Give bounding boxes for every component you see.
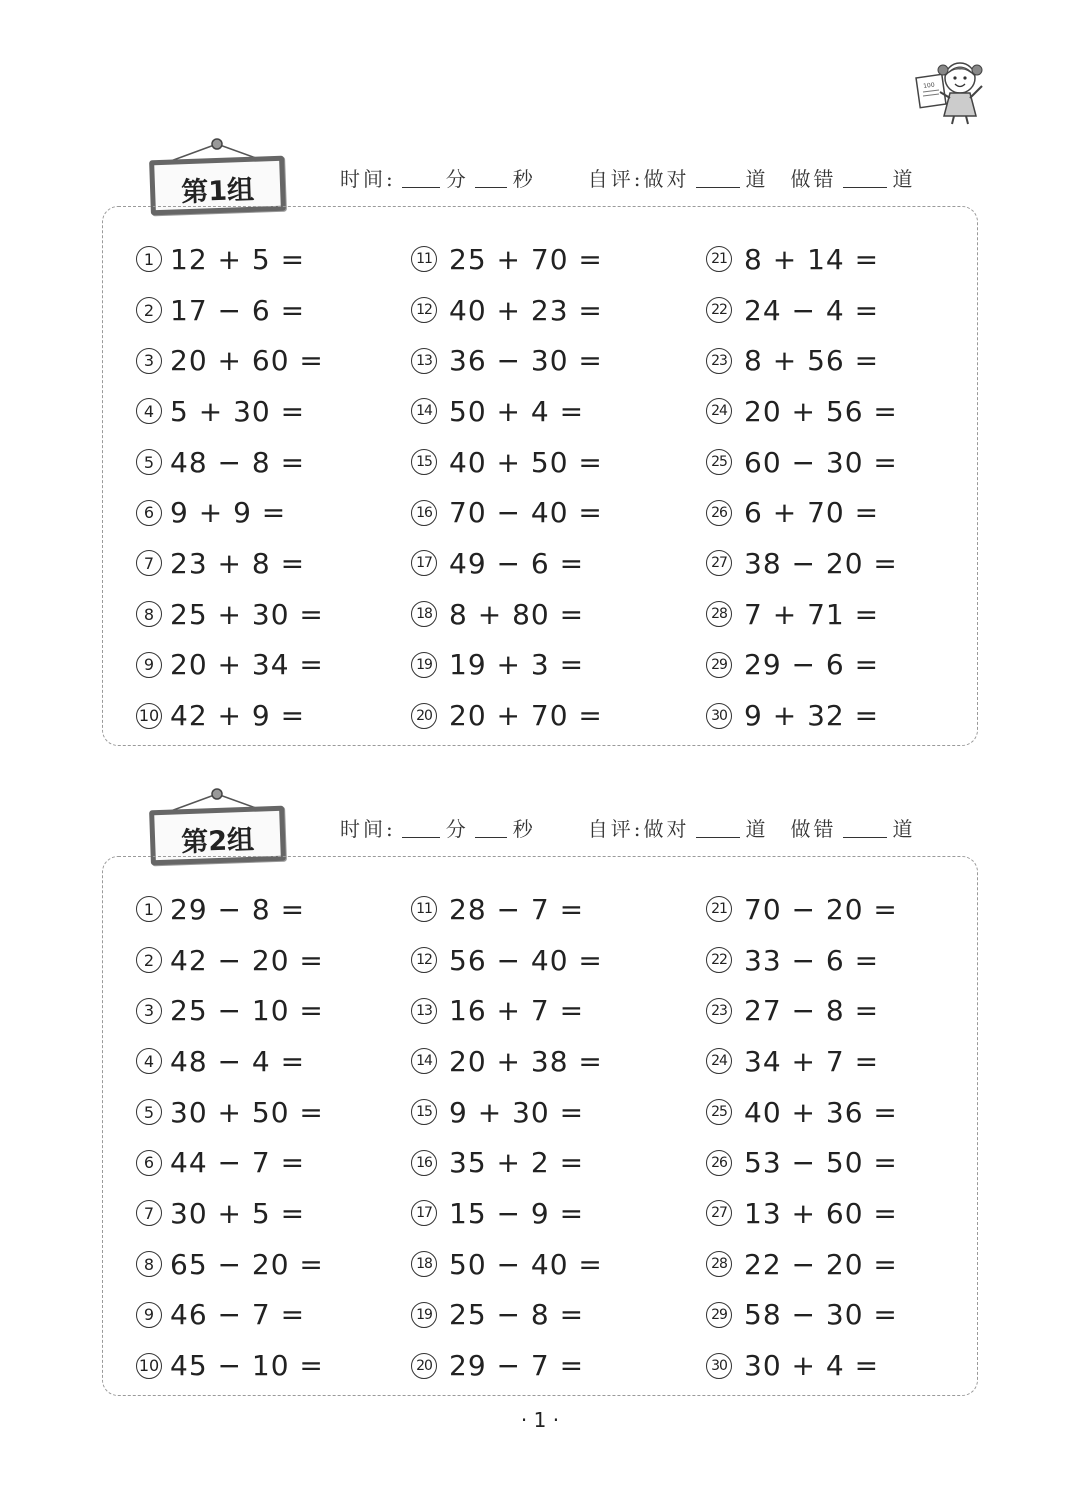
score-line xyxy=(340,813,916,842)
problem-number: 15 xyxy=(411,1099,437,1125)
problem-number: 19 xyxy=(411,1302,437,1328)
problem-expression: 53 − 50 = xyxy=(744,1146,898,1180)
problem-column xyxy=(411,234,603,741)
problem-number: 11 xyxy=(411,246,437,272)
problem-item xyxy=(706,640,898,691)
problem-item xyxy=(136,285,324,336)
correct-unit: 道 xyxy=(745,817,769,841)
problem-expression: 38 − 20 = xyxy=(744,546,898,580)
problem-item xyxy=(706,985,898,1036)
problem-expression: 19 + 3 = xyxy=(449,648,585,682)
problem-number: 19 xyxy=(411,652,437,678)
problem-expression: 35 + 2 = xyxy=(449,1146,585,1180)
problem-item xyxy=(411,285,603,336)
problem-expression: 29 − 8 = xyxy=(170,892,306,926)
problem-expression: 40 + 36 = xyxy=(744,1095,898,1129)
second-unit: 秒 xyxy=(512,817,536,841)
problem-number: 10 xyxy=(136,1353,162,1379)
problem-number: 8 xyxy=(136,1251,162,1277)
problem-column xyxy=(411,884,603,1391)
problem-item xyxy=(411,690,603,741)
problem-item xyxy=(411,589,603,640)
problem-number: 16 xyxy=(411,500,437,526)
problem-number: 18 xyxy=(411,1251,437,1277)
wrong-blank[interactable] xyxy=(843,819,887,838)
problem-expression: 65 − 20 = xyxy=(170,1247,324,1281)
problem-expression: 8 + 56 = xyxy=(744,344,880,378)
problem-number: 4 xyxy=(136,398,162,424)
problem-number: 20 xyxy=(411,703,437,729)
problem-number: 26 xyxy=(706,500,732,526)
problem-number: 5 xyxy=(136,449,162,475)
problem-number: 20 xyxy=(411,1353,437,1379)
group-title: 第1组 xyxy=(180,174,255,209)
group-title-sign xyxy=(150,788,285,863)
problem-number: 12 xyxy=(411,297,437,323)
self-eval-label: 自评:做对 xyxy=(587,817,690,841)
problem-expression: 25 + 30 = xyxy=(170,597,324,631)
problem-expression: 27 − 8 = xyxy=(744,994,880,1028)
problem-expression: 20 + 56 = xyxy=(744,394,898,428)
problem-item xyxy=(706,884,898,935)
problem-expression: 25 + 70 = xyxy=(449,242,603,276)
problem-item xyxy=(411,1087,603,1138)
time-label: 时间: xyxy=(340,817,396,841)
problem-item xyxy=(706,386,898,437)
problem-expression: 8 + 14 = xyxy=(744,242,880,276)
problem-expression: 34 + 7 = xyxy=(744,1044,880,1078)
wrong-unit: 道 xyxy=(892,167,916,191)
problem-item xyxy=(136,487,324,538)
problem-expression: 8 + 80 = xyxy=(449,597,585,631)
problem-expression: 6 + 70 = xyxy=(744,496,880,530)
problem-number: 21 xyxy=(706,896,732,922)
problem-item xyxy=(136,1087,324,1138)
problem-item xyxy=(136,1137,324,1188)
girl-holding-paper-icon xyxy=(912,56,992,126)
problem-item xyxy=(706,935,898,986)
problem-number: 23 xyxy=(706,348,732,374)
problem-expression: 29 − 6 = xyxy=(744,648,880,682)
problem-item xyxy=(706,437,898,488)
problem-number: 29 xyxy=(706,652,732,678)
problem-expression: 30 + 5 = xyxy=(170,1196,306,1230)
problem-expression: 40 + 23 = xyxy=(449,293,603,327)
problem-number: 23 xyxy=(706,998,732,1024)
problem-number: 8 xyxy=(136,601,162,627)
problem-number: 30 xyxy=(706,1353,732,1379)
problem-expression: 12 + 5 = xyxy=(170,242,306,276)
problem-expression: 22 − 20 = xyxy=(744,1247,898,1281)
problem-expression: 70 − 20 = xyxy=(744,892,898,926)
problem-number: 29 xyxy=(706,1302,732,1328)
correct-blank[interactable] xyxy=(696,169,740,188)
correct-unit: 道 xyxy=(745,167,769,191)
minutes-blank[interactable] xyxy=(402,169,440,188)
problem-expression: 13 + 60 = xyxy=(744,1196,898,1230)
problem-number: 11 xyxy=(411,896,437,922)
minute-unit: 分 xyxy=(445,167,469,191)
problem-number: 22 xyxy=(706,947,732,973)
problem-number: 6 xyxy=(136,500,162,526)
problem-expression: 45 − 10 = xyxy=(170,1349,324,1383)
problem-number: 17 xyxy=(411,550,437,576)
problem-item xyxy=(706,1188,898,1239)
problem-number: 4 xyxy=(136,1048,162,1074)
problem-item xyxy=(136,884,324,935)
problem-item xyxy=(706,335,898,386)
problem-expression: 7 + 71 = xyxy=(744,597,880,631)
problem-number: 30 xyxy=(706,703,732,729)
problem-expression: 25 − 8 = xyxy=(449,1298,585,1332)
problem-expression: 48 − 4 = xyxy=(170,1044,306,1078)
problem-expression: 30 + 50 = xyxy=(170,1095,324,1129)
wrong-label: 做错 xyxy=(790,817,837,841)
problem-number: 9 xyxy=(136,1302,162,1328)
problem-number: 12 xyxy=(411,947,437,973)
problem-expression: 58 − 30 = xyxy=(744,1298,898,1332)
problem-expression: 28 − 7 = xyxy=(449,892,585,926)
problem-number: 18 xyxy=(411,601,437,627)
problem-expression: 50 + 4 = xyxy=(449,394,585,428)
problem-item xyxy=(706,487,898,538)
time-label: 时间: xyxy=(340,167,396,191)
seconds-blank[interactable] xyxy=(475,819,507,838)
problem-expression: 9 + 30 = xyxy=(449,1095,585,1129)
problem-expression: 20 + 70 = xyxy=(449,699,603,733)
problem-item xyxy=(136,640,324,691)
problem-expression: 25 − 10 = xyxy=(170,994,324,1028)
svg-text:100: 100 xyxy=(922,81,936,90)
problem-expression: 40 + 50 = xyxy=(449,445,603,479)
problem-expression: 50 − 40 = xyxy=(449,1247,603,1281)
problem-number: 14 xyxy=(411,398,437,424)
problem-item xyxy=(706,589,898,640)
problem-column xyxy=(706,884,898,1391)
problem-item xyxy=(411,1340,603,1391)
problem-item xyxy=(706,234,898,285)
problem-item xyxy=(136,1290,324,1341)
problem-expression: 16 + 7 = xyxy=(449,994,585,1028)
problem-item xyxy=(136,234,324,285)
problem-expression: 23 + 8 = xyxy=(170,546,306,580)
problem-item xyxy=(136,690,324,741)
problem-number: 13 xyxy=(411,348,437,374)
problem-number: 27 xyxy=(706,1200,732,1226)
problem-item xyxy=(136,1340,324,1391)
problem-item xyxy=(136,935,324,986)
problem-number: 2 xyxy=(136,947,162,973)
problem-number: 28 xyxy=(706,601,732,627)
problem-expression: 20 + 38 = xyxy=(449,1044,603,1078)
correct-blank[interactable] xyxy=(696,819,740,838)
problem-number: 3 xyxy=(136,998,162,1024)
group-title: 第2组 xyxy=(180,824,255,859)
problem-expression: 60 − 30 = xyxy=(744,445,898,479)
problem-number: 24 xyxy=(706,1048,732,1074)
problem-item xyxy=(136,1239,324,1290)
problem-item xyxy=(136,386,324,437)
problem-item xyxy=(706,1036,898,1087)
problem-expression: 17 − 6 = xyxy=(170,293,306,327)
problem-expression: 20 + 34 = xyxy=(170,648,324,682)
problem-item xyxy=(706,538,898,589)
self-eval-label: 自评:做对 xyxy=(587,167,690,191)
problem-item xyxy=(411,1137,603,1188)
problem-number: 27 xyxy=(706,550,732,576)
minute-unit: 分 xyxy=(445,817,469,841)
problem-item xyxy=(411,538,603,589)
problem-item xyxy=(411,985,603,1036)
problem-expression: 70 − 40 = xyxy=(449,496,603,530)
problem-item xyxy=(136,985,324,1036)
problem-number: 3 xyxy=(136,348,162,374)
second-unit: 秒 xyxy=(512,167,536,191)
problem-number: 26 xyxy=(706,1150,732,1176)
problem-expression: 42 + 9 = xyxy=(170,699,306,733)
problem-item xyxy=(706,1239,898,1290)
problem-number: 15 xyxy=(411,449,437,475)
problem-item xyxy=(411,1188,603,1239)
problem-number: 16 xyxy=(411,1150,437,1176)
score-line xyxy=(340,163,916,192)
problem-column xyxy=(706,234,898,741)
problem-item xyxy=(706,690,898,741)
problem-expression: 9 + 32 = xyxy=(744,699,880,733)
problem-item xyxy=(136,538,324,589)
problem-expression: 20 + 60 = xyxy=(170,344,324,378)
problem-item xyxy=(411,234,603,285)
group-title-sign xyxy=(150,138,285,213)
problem-column xyxy=(136,884,324,1391)
problem-number: 22 xyxy=(706,297,732,323)
wrong-label: 做错 xyxy=(790,167,837,191)
problem-expression: 44 − 7 = xyxy=(170,1146,306,1180)
problem-number: 24 xyxy=(706,398,732,424)
wrong-unit: 道 xyxy=(892,817,916,841)
problem-item xyxy=(411,1290,603,1341)
problem-item xyxy=(411,935,603,986)
problem-item xyxy=(706,1137,898,1188)
problem-number: 25 xyxy=(706,1099,732,1125)
problem-expression: 30 + 4 = xyxy=(744,1349,880,1383)
problem-expression: 49 − 6 = xyxy=(449,546,585,580)
problem-number: 10 xyxy=(136,703,162,729)
problem-item xyxy=(411,386,603,437)
problem-item xyxy=(706,1290,898,1341)
problem-expression: 24 − 4 = xyxy=(744,293,880,327)
problem-item xyxy=(136,589,324,640)
problem-number: 14 xyxy=(411,1048,437,1074)
problem-expression: 56 − 40 = xyxy=(449,943,603,977)
problem-expression: 46 − 7 = xyxy=(170,1298,306,1332)
problem-item xyxy=(136,335,324,386)
problem-expression: 33 − 6 = xyxy=(744,943,880,977)
problem-item xyxy=(136,1188,324,1239)
problem-number: 28 xyxy=(706,1251,732,1277)
problem-number: 9 xyxy=(136,652,162,678)
problem-expression: 9 + 9 = xyxy=(170,496,287,530)
problem-expression: 42 − 20 = xyxy=(170,943,324,977)
problem-number: 21 xyxy=(706,246,732,272)
problem-expression: 5 + 30 = xyxy=(170,394,306,428)
page-number: · 1 · xyxy=(520,1408,560,1432)
problem-expression: 48 − 8 = xyxy=(170,445,306,479)
problem-item xyxy=(411,1036,603,1087)
problem-item xyxy=(706,285,898,336)
problem-number: 17 xyxy=(411,1200,437,1226)
problem-item xyxy=(411,487,603,538)
wrong-blank[interactable] xyxy=(843,169,887,188)
problem-number: 1 xyxy=(136,246,162,272)
problem-item xyxy=(411,437,603,488)
problem-number: 7 xyxy=(136,550,162,576)
problem-item xyxy=(411,335,603,386)
problem-item xyxy=(136,1036,324,1087)
problem-expression: 29 − 7 = xyxy=(449,1349,585,1383)
problem-number: 2 xyxy=(136,297,162,323)
problem-number: 7 xyxy=(136,1200,162,1226)
problem-item xyxy=(136,437,324,488)
problem-expression: 36 − 30 = xyxy=(449,344,603,378)
problem-number: 25 xyxy=(706,449,732,475)
problem-expression: 15 − 9 = xyxy=(449,1196,585,1230)
minutes-blank[interactable] xyxy=(402,819,440,838)
problem-item xyxy=(706,1340,898,1391)
problem-item xyxy=(411,1239,603,1290)
problem-number: 13 xyxy=(411,998,437,1024)
problem-number: 6 xyxy=(136,1150,162,1176)
problem-column xyxy=(136,234,324,741)
problem-item xyxy=(706,1087,898,1138)
problem-number: 1 xyxy=(136,896,162,922)
seconds-blank[interactable] xyxy=(475,169,507,188)
problem-item xyxy=(411,640,603,691)
problem-number: 5 xyxy=(136,1099,162,1125)
problem-item xyxy=(411,884,603,935)
